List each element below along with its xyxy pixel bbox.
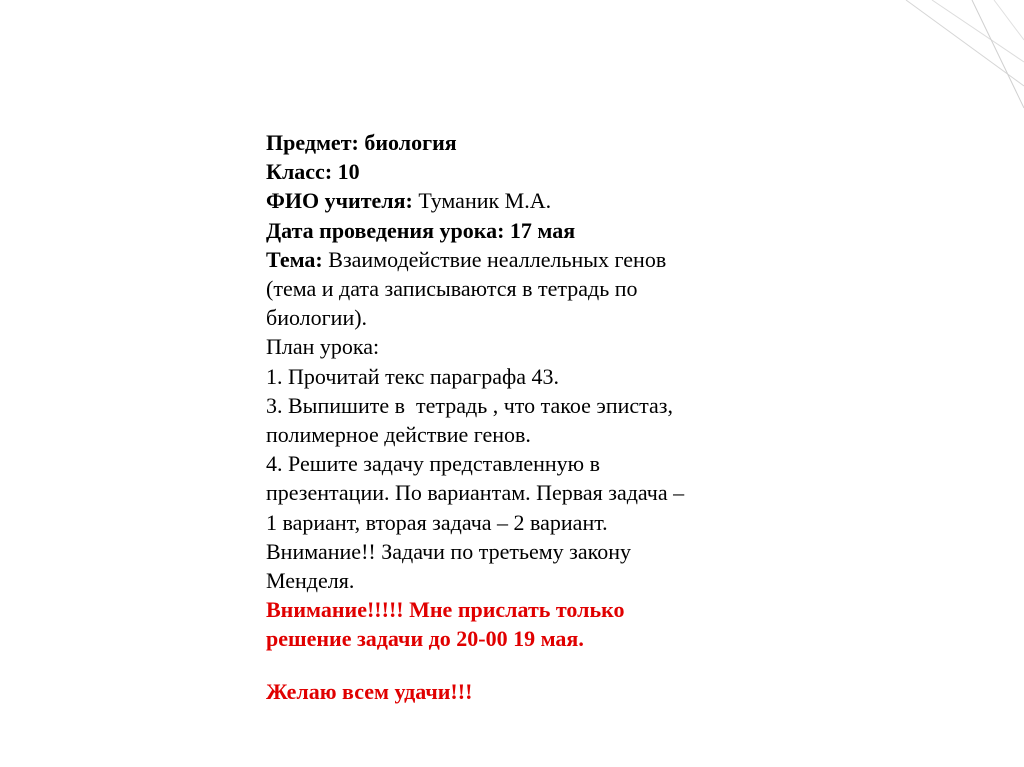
class-line (266, 157, 826, 186)
date-label: Дата проведения урока: (266, 217, 505, 243)
date-value: 17 мая (509, 217, 576, 243)
topic-note-line-2: биологии). (266, 305, 368, 331)
class-value: 10 (337, 159, 360, 185)
subject-value: биология (364, 130, 457, 155)
notice-line-1: Внимание!!!!! Мне прислать только (266, 597, 625, 623)
teacher-value: Туманик М.А. (418, 188, 552, 214)
plan-title: План урока: (266, 334, 380, 360)
topic-note-line-1: (тема и дата записываются в тетрадь по (266, 276, 638, 302)
plan-item: 4. Решите задачу представленную в (266, 451, 600, 477)
plan-item: 1. Прочитай текс параграфа 43. (266, 363, 559, 389)
plan-item: Внимание!! Задачи по третьему закону (266, 538, 631, 564)
lesson-text (266, 128, 826, 706)
class-label: Класс: (266, 159, 333, 185)
plan-item: презентации. По вариантам. Первая задача – (266, 480, 685, 506)
closing-line: Желаю всем удачи!!! (266, 678, 473, 704)
plan-item: 3. Выпишите в тетрадь , что такое эпистаз, (266, 392, 673, 418)
teacher-line (266, 186, 826, 215)
plan-item: Менделя. (266, 568, 355, 594)
corner-decoration (884, 0, 1024, 110)
date-line (266, 216, 826, 245)
teacher-label: ФИО учителя: (266, 188, 413, 214)
plan-item: полимерное действие генов. (266, 422, 531, 448)
topic-line (266, 245, 826, 274)
topic-value: Взаимодействие неаллельных генов (328, 246, 667, 272)
spacer (266, 654, 826, 677)
topic-label: Тема: (266, 246, 323, 272)
plan-item: 1 вариант, вторая задача – 2 вариант. (266, 509, 608, 535)
notice-line-2: решение задачи до 20-00 19 мая. (266, 626, 584, 652)
subject-label: Предмет: (266, 130, 359, 155)
subject-line (266, 128, 826, 157)
